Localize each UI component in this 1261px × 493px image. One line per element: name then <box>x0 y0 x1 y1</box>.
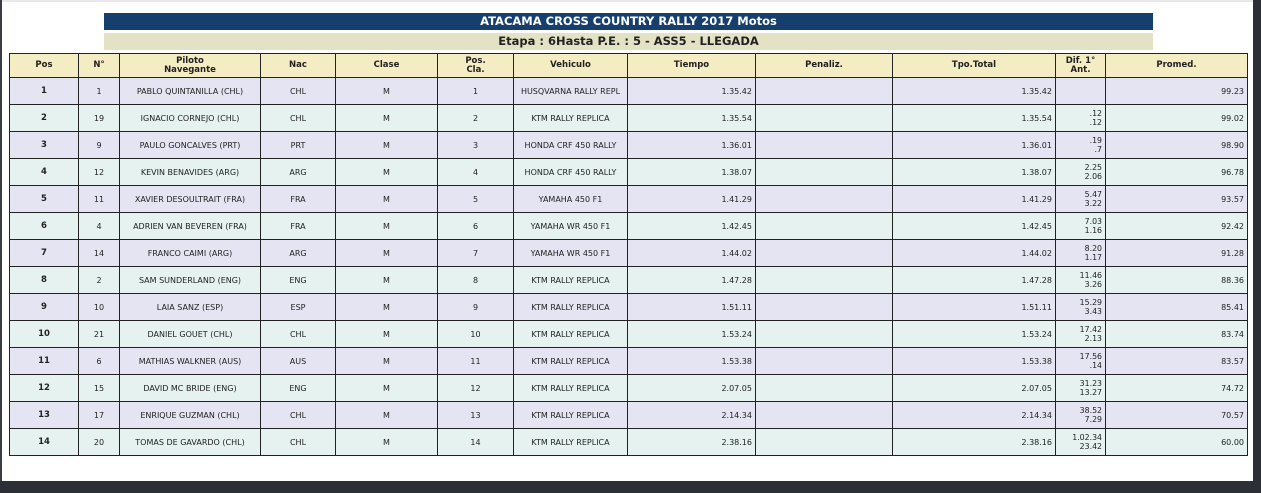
cell-time: 1.41.29 <box>628 186 756 213</box>
table-row <box>10 132 1248 159</box>
table-row <box>10 78 1248 105</box>
header-class-position-line2: Cla. <box>466 64 485 75</box>
cell-total-time: 1.35.54 <box>893 105 1056 132</box>
cell-pos: 6 <box>10 213 79 240</box>
cell-class-position: 3 <box>438 132 514 159</box>
table-row <box>10 213 1248 240</box>
cell-number: 6 <box>79 348 120 375</box>
cell-penalty <box>756 186 893 213</box>
cell-time: 1.35.54 <box>628 105 756 132</box>
cell-class: M <box>336 429 438 456</box>
cell-difference <box>1056 132 1106 159</box>
cell-time: 1.35.42 <box>628 78 756 105</box>
difference-to-previous: 7.29 <box>1084 415 1102 424</box>
cell-nationality: FRA <box>261 213 336 240</box>
cell-difference <box>1056 294 1106 321</box>
cell-penalty <box>756 321 893 348</box>
table-row <box>10 105 1248 132</box>
cell-total-time: 1.51.11 <box>893 294 1056 321</box>
cell-class: M <box>336 159 438 186</box>
stage-subtitle: Etapa : 6Hasta P.E. : 5 - ASS5 - LLEGADA <box>104 33 1153 50</box>
difference-to-previous: .12 <box>1089 118 1102 127</box>
cell-number: 4 <box>79 213 120 240</box>
cell-pos: 7 <box>10 240 79 267</box>
cell-difference <box>1056 105 1106 132</box>
header-class-position-line1: Pos. <box>465 55 486 66</box>
cell-difference <box>1056 159 1106 186</box>
cell-penalty <box>756 429 893 456</box>
difference-to-previous: 1.16 <box>1084 226 1102 235</box>
cell-time: 2.07.05 <box>628 375 756 402</box>
cell-pilot: XAVIER DESOULTRAIT (FRA) <box>120 186 261 213</box>
cell-class-position: 14 <box>438 429 514 456</box>
table-row <box>10 240 1248 267</box>
cell-average-speed: 74.72 <box>1106 375 1248 402</box>
cell-class-position: 13 <box>438 402 514 429</box>
difference-to-previous: 3.26 <box>1084 280 1102 289</box>
cell-nationality: ARG <box>261 159 336 186</box>
cell-average-speed: 99.23 <box>1106 78 1248 105</box>
header-number: N° <box>79 54 120 78</box>
cell-time: 2.38.16 <box>628 429 756 456</box>
cell-penalty <box>756 78 893 105</box>
cell-total-time: 1.53.38 <box>893 348 1056 375</box>
cell-pilot: TOMAS DE GAVARDO (CHL) <box>120 429 261 456</box>
table-row <box>10 402 1248 429</box>
difference-to-first: 7.03 <box>1084 217 1102 226</box>
cell-nationality: ENG <box>261 267 336 294</box>
cell-vehicle: KTM RALLY REPLICA <box>514 267 628 294</box>
cell-total-time: 1.44.02 <box>893 240 1056 267</box>
cell-difference <box>1056 240 1106 267</box>
cell-nationality: CHL <box>261 402 336 429</box>
cell-vehicle: KTM RALLY REPLICA <box>514 402 628 429</box>
cell-pilot: SAM SUNDERLAND (ENG) <box>120 267 261 294</box>
table-row <box>10 186 1248 213</box>
cell-penalty <box>756 294 893 321</box>
cell-time: 1.42.45 <box>628 213 756 240</box>
cell-time: 1.51.11 <box>628 294 756 321</box>
cell-vehicle: YAMAHA 450 F1 <box>514 186 628 213</box>
window-right-border <box>1253 0 1261 493</box>
cell-total-time: 1.53.24 <box>893 321 1056 348</box>
cell-pos: 13 <box>10 402 79 429</box>
table-row <box>10 159 1248 186</box>
difference-to-previous: 2.13 <box>1084 334 1102 343</box>
cell-average-speed: 60.00 <box>1106 429 1248 456</box>
header-nationality: Nac <box>261 54 336 78</box>
cell-class-position: 1 <box>438 78 514 105</box>
header-class-position <box>438 54 514 78</box>
cell-class: M <box>336 267 438 294</box>
cell-pilot: LAIA SANZ (ESP) <box>120 294 261 321</box>
cell-average-speed: 92.42 <box>1106 213 1248 240</box>
header-difference <box>1056 54 1106 78</box>
cell-average-speed: 88.36 <box>1106 267 1248 294</box>
cell-difference <box>1056 78 1106 105</box>
cell-number: 12 <box>79 159 120 186</box>
results-table <box>9 53 1248 456</box>
cell-number: 9 <box>79 132 120 159</box>
difference-to-first: 17.56 <box>1079 352 1102 361</box>
difference-to-first: 15.29 <box>1079 298 1102 307</box>
cell-difference <box>1056 213 1106 240</box>
cell-class-position: 12 <box>438 375 514 402</box>
header-average: Promed. <box>1106 54 1248 78</box>
cell-penalty <box>756 375 893 402</box>
header-total-time: Tpo.Total <box>893 54 1056 78</box>
cell-average-speed: 98.90 <box>1106 132 1248 159</box>
cell-penalty <box>756 105 893 132</box>
cell-total-time: 2.38.16 <box>893 429 1056 456</box>
cell-pilot: FRANCO CAIMI (ARG) <box>120 240 261 267</box>
cell-pos: 8 <box>10 267 79 294</box>
cell-number: 2 <box>79 267 120 294</box>
cell-class: M <box>336 186 438 213</box>
header-pilot-line1: Piloto <box>176 55 204 66</box>
cell-class-position: 9 <box>438 294 514 321</box>
cell-class-position: 2 <box>438 105 514 132</box>
table-header-row <box>10 54 1248 78</box>
difference-to-previous: 3.22 <box>1084 199 1102 208</box>
table-body <box>10 78 1248 456</box>
cell-vehicle: HONDA CRF 450 RALLY <box>514 132 628 159</box>
header-time: Tiempo <box>628 54 756 78</box>
cell-average-speed: 96.78 <box>1106 159 1248 186</box>
difference-to-previous: .14 <box>1089 361 1102 370</box>
cell-penalty <box>756 402 893 429</box>
cell-number: 17 <box>79 402 120 429</box>
cell-time: 1.36.01 <box>628 132 756 159</box>
header-vehicle: Vehiculo <box>514 54 628 78</box>
cell-pos: 4 <box>10 159 79 186</box>
cell-vehicle: KTM RALLY REPLICA <box>514 429 628 456</box>
cell-vehicle: YAMAHA WR 450 F1 <box>514 213 628 240</box>
difference-to-first: 11.46 <box>1079 271 1102 280</box>
difference-to-previous: 1.17 <box>1084 253 1102 262</box>
difference-to-first: 5.47 <box>1084 190 1102 199</box>
cell-nationality: ARG <box>261 240 336 267</box>
cell-pos: 10 <box>10 321 79 348</box>
cell-average-speed: 93.57 <box>1106 186 1248 213</box>
table-row <box>10 348 1248 375</box>
cell-penalty <box>756 159 893 186</box>
cell-penalty <box>756 132 893 159</box>
cell-class-position: 4 <box>438 159 514 186</box>
cell-class-position: 8 <box>438 267 514 294</box>
table-row <box>10 294 1248 321</box>
cell-nationality: CHL <box>261 429 336 456</box>
table-row <box>10 267 1248 294</box>
cell-time: 2.14.34 <box>628 402 756 429</box>
cell-difference <box>1056 402 1106 429</box>
page-title: ATACAMA CROSS COUNTRY RALLY 2017 Motos <box>104 13 1153 30</box>
cell-penalty <box>756 267 893 294</box>
cell-class: M <box>336 105 438 132</box>
table-row <box>10 429 1248 456</box>
cell-vehicle: KTM RALLY REPLICA <box>514 321 628 348</box>
cell-total-time: 2.14.34 <box>893 402 1056 429</box>
cell-average-speed: 99.02 <box>1106 105 1248 132</box>
cell-class: M <box>336 132 438 159</box>
cell-difference <box>1056 186 1106 213</box>
cell-number: 11 <box>79 186 120 213</box>
cell-pilot: DANIEL GOUET (CHL) <box>120 321 261 348</box>
difference-to-first: .19 <box>1089 136 1102 145</box>
cell-class: M <box>336 240 438 267</box>
cell-difference <box>1056 348 1106 375</box>
header-penalty: Penaliz. <box>756 54 893 78</box>
cell-total-time: 1.35.42 <box>893 78 1056 105</box>
header-pilot-line2: Navegante <box>164 64 216 75</box>
cell-pos: 12 <box>10 375 79 402</box>
cell-average-speed: 70.57 <box>1106 402 1248 429</box>
cell-number: 15 <box>79 375 120 402</box>
cell-nationality: CHL <box>261 321 336 348</box>
cell-number: 20 <box>79 429 120 456</box>
cell-time: 1.38.07 <box>628 159 756 186</box>
cell-pos: 14 <box>10 429 79 456</box>
cell-difference <box>1056 321 1106 348</box>
cell-penalty <box>756 348 893 375</box>
cell-pilot: KEVIN BENAVIDES (ARG) <box>120 159 261 186</box>
difference-to-first: .12 <box>1089 109 1102 118</box>
cell-nationality: CHL <box>261 105 336 132</box>
cell-class-position: 5 <box>438 186 514 213</box>
cell-difference <box>1056 267 1106 294</box>
cell-pilot: ENRIQUE GUZMAN (CHL) <box>120 402 261 429</box>
cell-class: M <box>336 78 438 105</box>
cell-total-time: 1.42.45 <box>893 213 1056 240</box>
table-row <box>10 375 1248 402</box>
cell-nationality: PRT <box>261 132 336 159</box>
cell-number: 10 <box>79 294 120 321</box>
difference-to-first: 38.52 <box>1079 406 1102 415</box>
cell-class: M <box>336 213 438 240</box>
table-row <box>10 321 1248 348</box>
cell-average-speed: 83.74 <box>1106 321 1248 348</box>
cell-average-speed: 91.28 <box>1106 240 1248 267</box>
cell-nationality: FRA <box>261 186 336 213</box>
cell-difference <box>1056 375 1106 402</box>
cell-penalty <box>756 240 893 267</box>
difference-to-previous: 3.43 <box>1084 307 1102 316</box>
cell-nationality: ESP <box>261 294 336 321</box>
cell-pos: 9 <box>10 294 79 321</box>
difference-to-first: 17.42 <box>1079 325 1102 334</box>
cell-class-position: 7 <box>438 240 514 267</box>
cell-class: M <box>336 348 438 375</box>
cell-vehicle: HONDA CRF 450 RALLY <box>514 159 628 186</box>
cell-class: M <box>336 402 438 429</box>
cell-class: M <box>336 321 438 348</box>
cell-difference <box>1056 429 1106 456</box>
difference-to-previous: 2.06 <box>1084 172 1102 181</box>
window-bottom-border <box>0 481 1261 493</box>
cell-time: 1.44.02 <box>628 240 756 267</box>
cell-vehicle: KTM RALLY REPLICA <box>514 294 628 321</box>
cell-total-time: 1.38.07 <box>893 159 1056 186</box>
cell-number: 1 <box>79 78 120 105</box>
cell-pilot: MATHIAS WALKNER (AUS) <box>120 348 261 375</box>
cell-class-position: 6 <box>438 213 514 240</box>
difference-to-previous: 23.42 <box>1079 442 1102 451</box>
cell-pos: 5 <box>10 186 79 213</box>
cell-average-speed: 83.57 <box>1106 348 1248 375</box>
difference-to-previous: .7 <box>1094 145 1102 154</box>
cell-number: 14 <box>79 240 120 267</box>
cell-nationality: ENG <box>261 375 336 402</box>
cell-nationality: AUS <box>261 348 336 375</box>
page-top-edge <box>0 0 1261 2</box>
cell-number: 21 <box>79 321 120 348</box>
cell-number: 19 <box>79 105 120 132</box>
cell-pos: 1 <box>10 78 79 105</box>
cell-pilot: PAULO GONCALVES (PRT) <box>120 132 261 159</box>
cell-class: M <box>336 294 438 321</box>
cell-total-time: 2.07.05 <box>893 375 1056 402</box>
cell-total-time: 1.47.28 <box>893 267 1056 294</box>
cell-pilot: DAVID MC BRIDE (ENG) <box>120 375 261 402</box>
cell-total-time: 1.41.29 <box>893 186 1056 213</box>
cell-pos: 3 <box>10 132 79 159</box>
window-left-border <box>0 0 2 493</box>
cell-class-position: 10 <box>438 321 514 348</box>
header-pos: Pos <box>10 54 79 78</box>
cell-total-time: 1.36.01 <box>893 132 1056 159</box>
header-pilot <box>120 54 261 78</box>
cell-pilot: PABLO QUINTANILLA (CHL) <box>120 78 261 105</box>
cell-vehicle: KTM RALLY REPLICA <box>514 348 628 375</box>
cell-vehicle: YAMAHA WR 450 F1 <box>514 240 628 267</box>
difference-to-first: 1.02.34 <box>1072 433 1102 442</box>
cell-penalty <box>756 213 893 240</box>
cell-vehicle: HUSQVARNA RALLY REPL <box>514 78 628 105</box>
cell-class: M <box>336 375 438 402</box>
difference-to-previous: 13.27 <box>1079 388 1102 397</box>
difference-to-first: 2.25 <box>1084 163 1102 172</box>
cell-nationality: CHL <box>261 78 336 105</box>
cell-pilot: IGNACIO CORNEJO (CHL) <box>120 105 261 132</box>
cell-pos: 2 <box>10 105 79 132</box>
difference-to-first: 8.20 <box>1084 244 1102 253</box>
cell-time: 1.53.24 <box>628 321 756 348</box>
header-difference-line2: Ant. <box>1070 64 1091 75</box>
cell-average-speed: 85.41 <box>1106 294 1248 321</box>
cell-vehicle: KTM RALLY REPLICA <box>514 375 628 402</box>
header-difference-line1: Dif. 1° <box>1065 55 1096 66</box>
cell-pilot: ADRIEN VAN BEVEREN (FRA) <box>120 213 261 240</box>
cell-vehicle: KTM RALLY REPLICA <box>514 105 628 132</box>
cell-time: 1.53.38 <box>628 348 756 375</box>
cell-class-position: 11 <box>438 348 514 375</box>
difference-to-first: 31.23 <box>1079 379 1102 388</box>
cell-pos: 11 <box>10 348 79 375</box>
header-class: Clase <box>336 54 438 78</box>
cell-time: 1.47.28 <box>628 267 756 294</box>
